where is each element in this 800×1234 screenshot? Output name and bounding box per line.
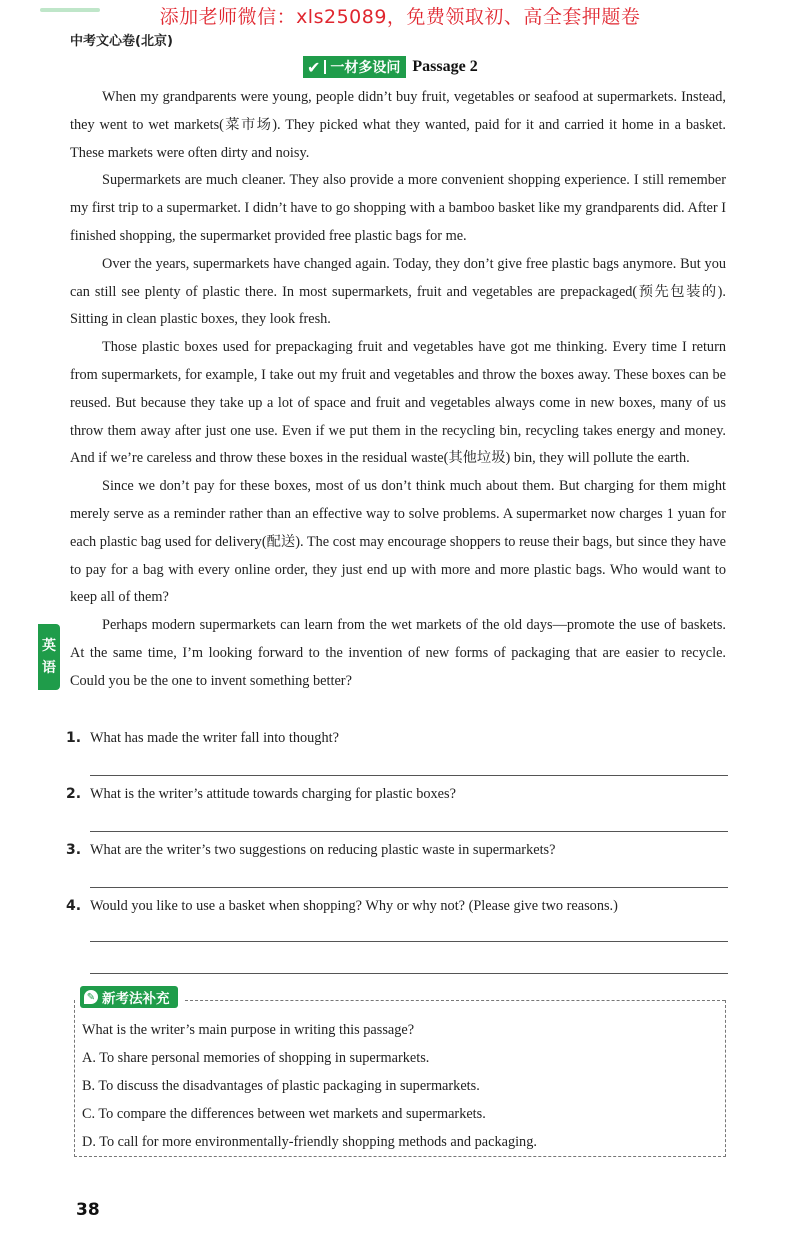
passage-name: Passage 2 [412, 58, 478, 75]
page-header: 中考文心卷(北京) [70, 34, 173, 49]
section-tag [303, 56, 406, 78]
mc-question: What is the writer’s main purpose in writing this passage? [82, 1022, 415, 1038]
paragraph: Those plastic boxes used for prepackaging fruit and vegetables have got me thinking. Every time I return from supermarkets, for example, I take out my fruit and vegetables and throw the boxes away. These boxes can be reused. But because they take up a lot of space and fruit and vegetables always come in new boxes, many of us throw them away after just one use. Even if we put them in the recycling bin, recycling takes energy and money. And if we’re careless and throw these boxes in the residual waste(其他垃圾) bin, they will pollute the earth. [70, 339, 726, 467]
supplement-tag [80, 986, 178, 1008]
question-number: 3. [66, 842, 82, 858]
passage-body [70, 84, 726, 696]
paragraph: Over the years, supermarkets have changed again. Today, they don’t give free plastic bags anymore. But you can still see plenty of plastic there. In most supermarkets, fruit and vegetables are prepackaged(预先包装的). Sitting in clean plastic boxes, they look fresh. [70, 255, 726, 328]
question-text: Would you like to use a basket when shopping? Why or why not? (Please give two reasons.) [90, 898, 618, 914]
side-tab-char: 英 [42, 638, 56, 654]
question-number: 4. [66, 898, 82, 914]
question-text: What is the writer’s attitude towards charging for plastic boxes? [90, 786, 456, 802]
answer-line[interactable] [90, 887, 728, 888]
paragraph: Perhaps modern supermarkets can learn from the wet markets of the old days—promote the use of baskets. At the same time, I’m looking forward to the invention of new forms of packaging that are easier to recycle. Could you be the one to invent something better? [70, 617, 726, 689]
passage-title [303, 55, 478, 79]
divider [324, 60, 326, 74]
paragraph: Since we don’t pay for these boxes, most of us don’t think much about them. But charging for them might merely serve as a reminder rather than an effective way to solve problems. A supermarket now charges 1 yuan for each plastic bag used for delivery(配送). The cost may encourage shoppers to reuse their bags, but since they have to pay for a bag with every online order, they just end up with more and more plastic bags. Who would want to keep all of them? [70, 478, 726, 606]
side-tab-char: 语 [42, 660, 56, 676]
supplement-tag-label: 新考法补充 [102, 991, 170, 1007]
question-number: 2. [66, 786, 82, 802]
question-item [66, 782, 728, 838]
leaf-icon: ✎ [84, 990, 98, 1004]
paragraph: Supermarkets are much cleaner. They also provide a more convenient shopping experience. I still remember my first trip to a supermarket. I didn’t have to go shopping with a bamboo basket like my grandparents did. After I finished shopping, the supermarket provided free plastic bags for me. [70, 172, 726, 244]
question-text: What has made the writer fall into thought? [90, 730, 339, 746]
answer-line[interactable] [90, 775, 728, 776]
question-item [66, 838, 728, 894]
question-item [66, 726, 728, 782]
answer-line[interactable] [90, 941, 728, 942]
question-item [66, 894, 728, 980]
section-tag-label: 一材多设问 [330, 60, 401, 76]
question-text: What are the writer’s two suggestions on reducing plastic waste in supermarkets? [90, 842, 556, 858]
answer-line[interactable] [90, 973, 728, 974]
watermark: 添加老师微信：xls25089，免费领取初、高全套押题卷 [159, 6, 641, 28]
mc-option-b[interactable]: B. To discuss the disadvantages of plastic packaging in supermarkets. [82, 1078, 480, 1094]
check-icon: ✔ [307, 57, 321, 77]
paragraph: When my grandparents were young, people didn’t buy fruit, vegetables or seafood at supermarkets. Instead, they went to wet markets(菜市场). They picked what they wanted, paid for it and carried it home in a basket. These markets were often dirty and noisy. [70, 89, 726, 161]
question-list [66, 726, 728, 980]
answer-line[interactable] [90, 831, 728, 832]
mc-option-d[interactable]: D. To call for more environmentally-friendly shopping methods and packaging. [82, 1134, 537, 1150]
mc-option-a[interactable]: A. To share personal memories of shopping in supermarkets. [82, 1050, 430, 1066]
box-top-border [185, 1000, 725, 1001]
question-number: 1. [66, 730, 82, 746]
subject-side-tab [38, 624, 60, 690]
page-number: 38 [76, 1200, 100, 1220]
multiple-choice [82, 1016, 722, 1156]
mc-option-c[interactable]: C. To compare the differences between wet markets and supermarkets. [82, 1106, 486, 1122]
